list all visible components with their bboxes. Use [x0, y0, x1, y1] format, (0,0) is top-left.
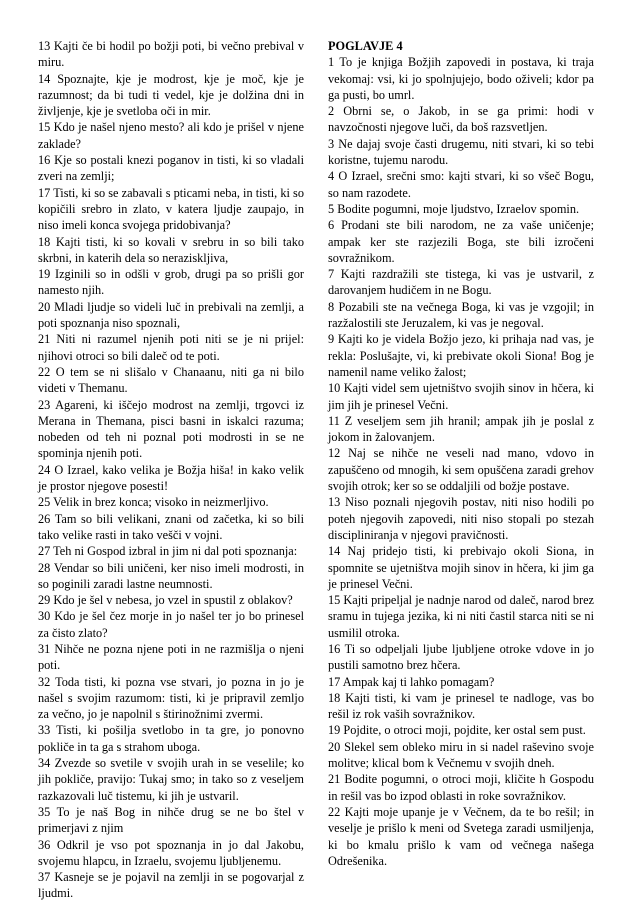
verse: 33 Tisti, ki pošilja svetlobo in ta gre, jo ponovno pokliče in ta ga s strahom uboga.: [38, 723, 304, 754]
verse: 4 O Izrael, srečni smo: kajti stvari, ki so všeč Bogu, so nam razodete.: [328, 169, 594, 200]
verse: 11 Z veseljem sem jih hranil; ampak jih je poslal z jokom in žalovanjem.: [328, 413, 594, 445]
verse: 16 Kje so postali knezi poganov in tisti, ki so vladali zveri na zemlji;: [38, 153, 304, 184]
verse: 20 Mladi ljudje so videli luč in prebivali na zemlji, a poti spoznanja niso spoznali,: [38, 299, 304, 331]
verse: 23 Agareni, ki iščejo modrost na zemlji, trgovci iz Merana in Themana, pisci basni in iskalci razuma; nobeden od teh ni poznal poti modrosti in se ne spominja njenih poti.: [38, 397, 304, 461]
verse: 19 Pojdite, o otroci moji, pojdite, ker ostal sem pust.: [328, 723, 586, 738]
verse: 2 Obrni se, o Jakob, in se ga primi: hodi v navzočnosti njegove luči, da boš razsvetljen.: [328, 104, 594, 135]
verse: 6 Prodani ste bili narodom, ne za vaše uničenje; ampak ker ste razjezili Boga, ste bili izročeni sovražnikom.: [328, 218, 594, 265]
verse: 36 Odkril je vso pot spoznanja in jo dal Jakobu, svojemu hlapcu, in Izraelu, svojemu ljubljenemu.: [38, 837, 304, 868]
left-column: [38, 38, 304, 902]
verse: 15 Kajti pripeljal je nadnje narod od daleč, narod brez sramu in tujega jezika, ki ni niti častil starca niti se ni usmilil otroka.: [328, 593, 594, 640]
verse: 18 Kajti tisti, ki vam je prinesel te nadloge, vas bo rešil iz rok vaših sovražnikov.: [328, 690, 594, 722]
verse: 8 Pozabili ste na večnega Boga, ki vas je vzgojil; in razžalostili ste Jeruzalem, ki vas je negoval.: [328, 299, 594, 331]
verse: 22 Kajti moje upanje je v Večnem, da te bo rešil; in veselje je prišlo k meni od Svetega zaradi usmiljenja, ki bo kmalu prišlo k vam od večnega našega Odrešenika.: [328, 804, 594, 868]
verse: 27 Teh ni Gospod izbral in jim ni dal poti spoznanja:: [38, 544, 298, 559]
verse: 25 Velik in brez konca; visoko in neizmerljivo.: [38, 495, 269, 510]
verse: 12 Naj se nihče ne veseli nad mano, vdovo in zapuščeno od mnogih, ki sem opuščena zaradi grehov svojih otrok; ker so se oddaljili od božje postave.: [328, 446, 594, 494]
right-column: [328, 38, 594, 902]
verse: 34 Zvezde so svetile v svojih urah in se veselile; ko jih pokliče, pravijo: Tukaj smo; in tako so z veseljem razkazovali luč tistemu, ki jih je ustvaril.: [38, 756, 304, 803]
verse: 30 Kdo je šel čez morje in jo našel ter jo bo prinesel za čisto zlato?: [38, 609, 304, 640]
verse: 20 Slekel sem obleko miru in si nadel raševino svoje molitve; klical bom k Večnemu v svojih dneh.: [328, 739, 594, 771]
verse: 31 Nihče ne pozna njene poti in ne razmišlja o njeni poti.: [38, 641, 304, 673]
verse: 14 Naj pridejo tisti, ki prebivajo okoli Siona, in spomnite se ujetništva mojih sinov in hčera, ki jim ga je prinesel Večni.: [328, 544, 594, 591]
verse: 13 Kajti če bi hodil po božji poti, bi večno prebival v miru.: [38, 39, 304, 70]
verse: 22 O tem se ni slišalo v Chanaanu, niti ga ni bilo videti v Themanu.: [38, 364, 304, 396]
verse: 18 Kajti tisti, ki so kovali v srebru in so bili tako skrbni, in katerih dela so nerazisklјiva,: [38, 234, 304, 265]
verse: 1 To je knjiga Božjih zapovedi in postava, ki traja vekomaj: vsi, ki jo spolnjujejo, bodo oživeli; kdor pa ga pusti, bo umrl.: [328, 55, 594, 102]
verse: 16 Ti so odpeljali ljube ljubljene otroke vdove in jo pustili samotno brez hčera.: [328, 641, 594, 673]
verse: 32 Toda tisti, ki pozna vse stvari, jo pozna in jo je našel s svojim razumom: tisti, ki je pripravil zemljo za večno, jo je napolnil s štirinožnimi zvermi.: [38, 674, 304, 722]
verse: 28 Vendar so bili uničeni, ker niso imeli modrosti, in so poginili zaradi lastne neumnosti.: [38, 560, 304, 591]
verse: 5 Bodite pogumni, moje ljudstvo, Izraelov spomin.: [328, 201, 580, 216]
verse: 15 Kdo je našel njeno mesto? ali kdo je prišel v njene zaklade?: [38, 120, 304, 151]
chapter-verses: [328, 54, 594, 869]
verse: 17 Ampak kaj ti lahko pomagam?: [328, 674, 495, 689]
verse: 21 Bodite pogumni, o otroci moji, kličite h Gospodu in rešil vas bo izpod oblasti in roke sovražnikov.: [328, 772, 594, 803]
verse: 10 Kajti videl sem ujetništvo svojih sinov in hčera, ki jim jih je prinesel Večni.: [328, 381, 594, 412]
verse: 9 Kajti ko je videla Božjo jezo, ki prihaja nad vas, je rekla: Poslušajte, vi, ki prebivate okoli Siona! Bog je namenil name veliko žalost;: [328, 332, 594, 379]
verse: 37 Kasneje se je pojavil na zemlji in se pogovarjal z ljudmi.: [38, 870, 304, 901]
verse: 21 Niti ni razumel njenih poti niti se je ni prijel: njihovi otroci so bili daleč od te poti.: [38, 332, 304, 363]
verse: 14 Spoznajte, kje je modrost, kje je moč, kje je razumnost; da bi tudi ti vedel, kje je dolžina dni in življenje, kje je svetloba oči in mir.: [38, 71, 304, 119]
verse: 35 To je naš Bog in nihče drug se ne bo štel v primerjavi z njim: [38, 804, 304, 836]
verse: 19 Izginili so in odšli v grob, drugi pa so prišli gor namesto njih.: [38, 267, 304, 298]
chapter-heading: POGLAVJE 4: [328, 39, 403, 53]
verse: 3 Ne dajaj svoje časti drugemu, niti stvari, ki so tebi koristne, tujemu narodu.: [328, 136, 594, 168]
verse: 17 Tisti, ki so se zabavali s pticami neba, in tisti, ki so kopičili srebro in zlato, v katera ljudje zaupajo, in niso imeli konca svojega pridobivanja?: [38, 185, 304, 233]
verse: 7 Kajti razdražili ste tistega, ki vas je ustvaril, z darovanjem hudičem in ne Bogu.: [328, 267, 594, 298]
verse: 13 Niso poznali njegovih postav, niti niso hodili po poteh njegovih zapovedi, niti niso stopali po stezah discipliniranja v njegovi pravičnosti.: [328, 495, 594, 542]
verse: 24 O Izrael, kako velika je Božja hiša! in kako velik je prostor njegove posesti!: [38, 462, 304, 494]
verse: 26 Tam so bili velikani, znani od začetka, ki so bili tako velike rasti in tako vešči v vojni.: [38, 511, 304, 542]
verse: 29 Kdo je šel v nebesa, jo vzel in spustil z oblakov?: [38, 593, 293, 608]
